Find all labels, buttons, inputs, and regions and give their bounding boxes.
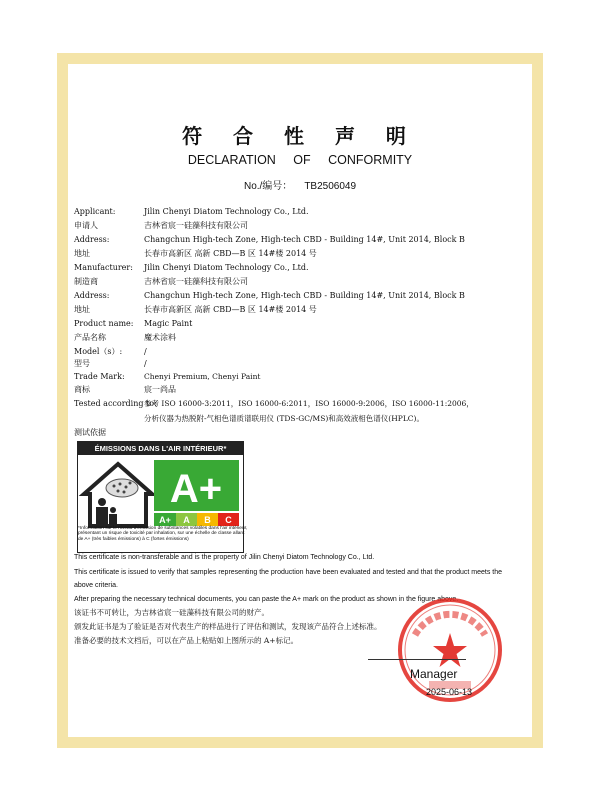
emission-label-note: *Information sur le niveau d'émission de substances volatiles dans l'air intérieur, présentant un risque de toxicité par inhalation, sur une échelle de classe allant de A+ (très faibles émissions) à C (fortes émissions) (78, 526, 248, 542)
field-row (74, 347, 147, 357)
field-label: Trade Mark: (74, 372, 125, 381)
field-label: Product name: (74, 319, 134, 328)
field-label: 申请人 (74, 221, 98, 230)
statement-line: 准备必要的技术文档后，可以在产品上粘贴如上图所示的 A+标记。 (74, 636, 299, 645)
field-value: Changchun High-tech Zone, High-tech CBD - Building 14#, Unit 2014, Block B (144, 291, 465, 300)
field-value: 分析仪器为热脱附-气相色谱质谱联用仪 (TDS-GC/MS)和高效液相色谱仪(HPLC)。 (144, 414, 424, 423)
statement-line: This certificate is non-transferable and is the property of Jilin Chenyi Diatom Technology Co., Ltd. (74, 554, 375, 561)
field-label: 测试依据 (74, 428, 106, 437)
field-label: 制造商 (74, 277, 98, 286)
field-label: 地址 (74, 305, 90, 314)
field-row (74, 372, 260, 382)
field-value: Jilin Chenyi Diatom Technology Co., Ltd. (144, 263, 309, 272)
field-row (74, 305, 317, 315)
field-label: Tested according to: (74, 399, 157, 408)
star-icon (433, 633, 467, 667)
field-row (74, 385, 176, 395)
field-row (74, 277, 248, 287)
field-value: 吉林省宸一硅藻科技有限公司 (144, 221, 248, 230)
signatory-role: Manager (410, 667, 458, 681)
field-row (74, 359, 147, 369)
emission-label-graphic (78, 456, 243, 536)
field-value: Jilin Chenyi Diatom Technology Co., Ltd. (144, 207, 309, 216)
scale-label: B (204, 515, 211, 525)
field-label: Model（s）: (74, 347, 123, 356)
statement-line: 颁发此证书是为了验证是否对代表生产的样品进行了评估和测试，发现该产品符合上述标准。 (74, 622, 382, 631)
field-row (74, 207, 309, 217)
field-row (74, 414, 424, 424)
field-row (74, 291, 465, 301)
field-label: Applicant: (74, 207, 116, 216)
field-value: 长春市高新区 高新 CBD—B 区 14#楼 2014 号 (144, 249, 317, 258)
field-value: Magic Paint (144, 319, 193, 328)
field-row (74, 263, 309, 273)
certificate-number (0, 177, 600, 192)
field-value: 宸一尚品 (144, 385, 176, 394)
field-row (74, 333, 176, 343)
field-label: Manufacturer: (74, 263, 133, 272)
title-chinese: 符 合 性 声 明 (182, 124, 418, 148)
field-value: / (144, 359, 147, 368)
field-value: 魔术涂料 (144, 333, 176, 342)
scale-label: A (183, 515, 190, 525)
field-label: 产品名称 (74, 333, 106, 342)
field-row (74, 319, 192, 329)
title-english: DECLARATION OF CONFORMITY (187, 153, 413, 167)
statement-line: This certificate is issued to verify that samples representing the production have been evaluated and tested and that the product meets the (74, 569, 503, 576)
field-label: 型号 (74, 359, 90, 368)
field-row (74, 428, 144, 438)
issue-date: 2025-06-13 (426, 687, 473, 697)
signature-line (368, 659, 466, 660)
grade-text: A+ (169, 467, 223, 511)
field-row (74, 235, 465, 245)
certificate-number-value: TB2506049 (304, 181, 357, 192)
field-label: 地址 (74, 249, 90, 258)
certificate-number-label: No./编号： (243, 181, 293, 192)
field-value: 长春市高新区 高新 CBD—B 区 14#楼 2014 号 (144, 305, 317, 314)
scale-label: A+ (159, 515, 171, 525)
field-label: Address: (74, 291, 110, 300)
field-label: Address: (74, 235, 110, 244)
field-row (74, 399, 474, 409)
statement-line: After preparing the necessary technical documents, you can paste the A+ mark on the product as shown in the figure above. (74, 596, 459, 603)
scale-label: C (225, 515, 232, 525)
field-value: / (144, 347, 147, 356)
field-value: Chenyi Premium, Chenyi Paint (144, 372, 261, 381)
emission-label-header: ÉMISSIONS DANS L'AIR INTÉRIEUR* (78, 442, 243, 455)
house-icon (84, 464, 152, 526)
field-value: 参考 ISO 16000-3:2011，ISO 16000-6:2011，ISO 16000-9:2006，ISO 16000-11:2006， (144, 399, 474, 408)
field-value: 吉林省宸一硅藻科技有限公司 (144, 277, 248, 286)
field-label: 商标 (74, 385, 90, 394)
statement-line: 该证书不可转让，为吉林省宸一硅藻科技有限公司的财产。 (74, 608, 269, 617)
statement-line: above criteria. (74, 582, 118, 589)
field-row (74, 221, 248, 231)
field-value: Changchun High-tech Zone, High-tech CBD - Building 14#, Unit 2014, Block B (144, 235, 465, 244)
field-row (74, 249, 317, 259)
